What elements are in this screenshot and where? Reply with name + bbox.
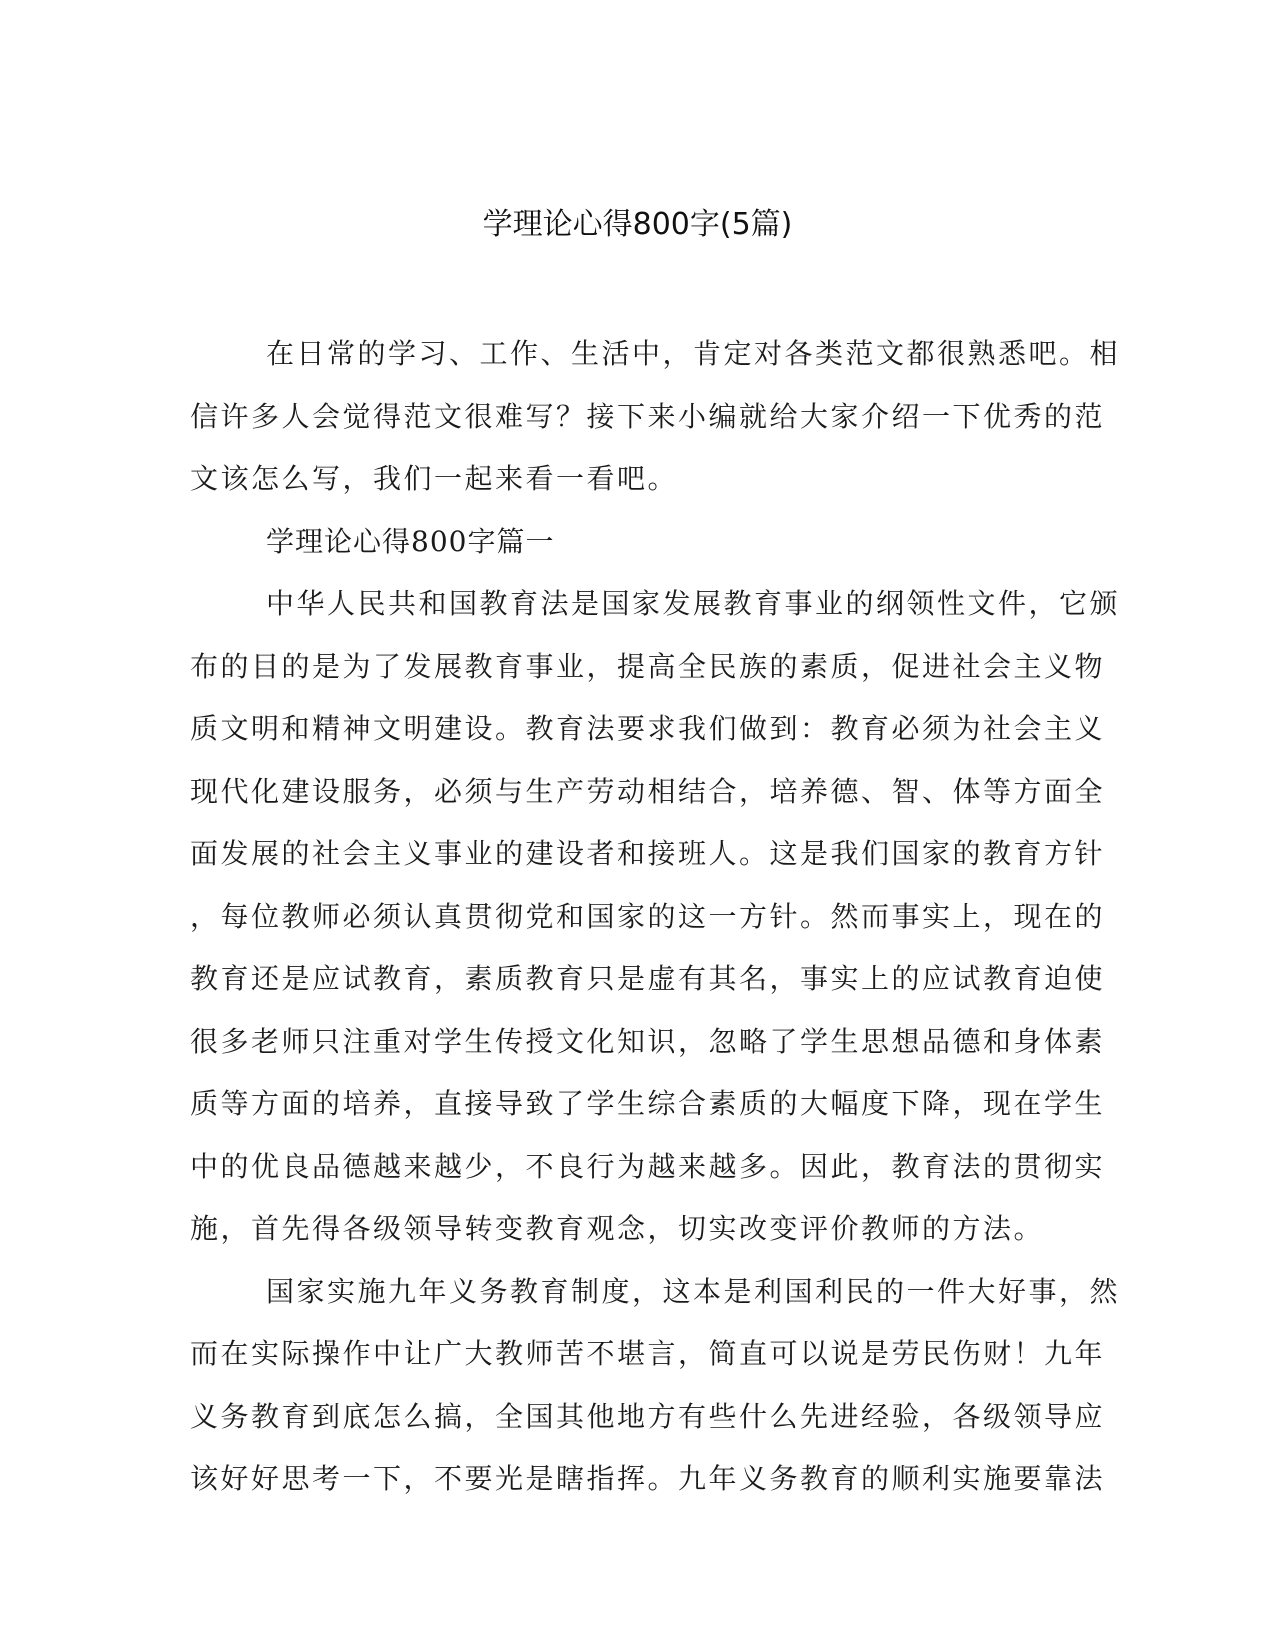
text-line: 中的优良品德越来越少，不良行为越来越多。因此，教育法的贯彻实 <box>190 1149 1106 1183</box>
text-line: 施，首先得各级领导转变教育观念，切实改变评价教师的方法。 <box>190 1212 1045 1245</box>
text-line: 教育还是应试教育，素质教育只是虚有其名，事实上的应试教育迫使 <box>190 962 1106 995</box>
text-line: 质等方面的培养，直接导致了学生综合素质的大幅度下降，现在学生 <box>190 1087 1106 1120</box>
text-line: 在日常的学习、工作、生活中，肯定对各类范文都很熟悉吧。相 <box>266 337 1121 370</box>
text-line: 而在实际操作中让广大教师苦不堪言，简直可以说是劳民伤财！九年 <box>190 1337 1106 1370</box>
text-line: 面发展的社会主义事业的建设者和接班人。这是我们国家的教育方针 <box>190 837 1106 870</box>
text-line: 质文明和精神文明建设。教育法要求我们做到：教育必须为社会主义 <box>190 712 1106 745</box>
text-line: 义务教育到底怎么搞，全国其他地方有些什么先进经验，各级领导应 <box>190 1399 1106 1433</box>
text-line: 中华人民共和国教育法是国家发展教育事业的纲领性文件，它颁 <box>266 587 1121 620</box>
text-line: 很多老师只注重对学生传授文化知识，忽略了学生思想品德和身体素 <box>190 1024 1106 1058</box>
text-line: 现代化建设服务，必须与生产劳动相结合，培养德、智、体等方面全 <box>190 774 1106 808</box>
section-heading: 学理论心得800字篇一 <box>266 524 555 558</box>
body-paragraph-2 <box>190 1261 1121 1511</box>
document-title: 学理论心得800字(5篇) <box>482 207 793 242</box>
body-paragraph-1 <box>190 573 1121 1261</box>
text-line: 文该怎么写，我们一起来看一看吧。 <box>190 462 679 495</box>
text-line: ，每位教师必须认真贯彻党和国家的这一方针。然而事实上，现在的 <box>190 899 1106 933</box>
text-line: 国家实施九年义务教育制度，这本是利国利民的一件大好事，然 <box>266 1274 1121 1308</box>
text-line: 布的目的是为了发展教育事业，提高全民族的素质，促进社会主义物 <box>190 649 1106 683</box>
intro-paragraph <box>190 323 1121 511</box>
text-line: 信许多人会觉得范文很难写？接下来小编就给大家介绍一下优秀的范 <box>190 399 1106 433</box>
text-line: 该好好思考一下，不要光是瞎指挥。九年义务教育的顺利实施要靠法 <box>190 1462 1106 1495</box>
document-body <box>190 323 1121 1511</box>
